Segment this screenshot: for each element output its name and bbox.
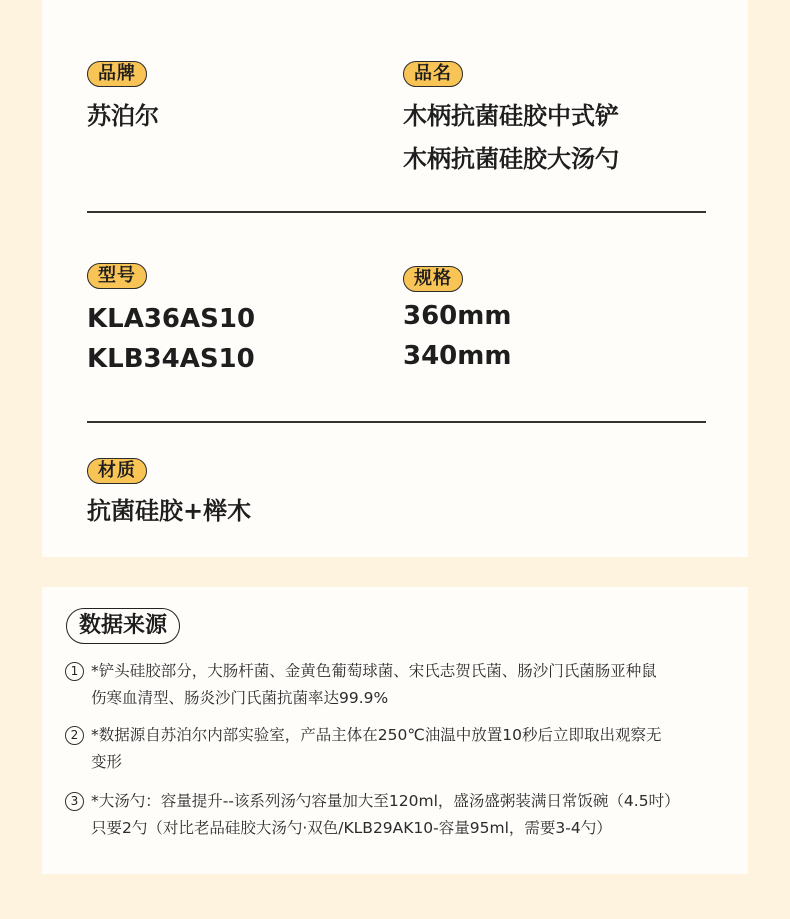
brand-field	[87, 61, 159, 138]
material-value: 抗菌硅胶+榉木	[87, 497, 252, 525]
note-item	[65, 722, 735, 776]
model-field	[87, 263, 255, 379]
note-number: 1	[65, 662, 84, 681]
note-number: 3	[65, 792, 84, 811]
material-label: 材质	[87, 458, 147, 484]
product-name-field	[403, 61, 619, 181]
brand-label: 品牌	[87, 61, 147, 87]
product-name-line: 木柄抗菌硅胶中式铲	[403, 102, 619, 130]
note-text: *大汤勺：容量提升--该系列汤勺容量加大至120ml，盛汤盛粥装满日常饭碗（4.5吋） 只要2勺（对比老品硅胶大汤勺·双色/KLB29AK10-容量95ml，需要3-4勺）	[91, 792, 680, 837]
divider	[87, 421, 706, 423]
size-line: 360mm	[403, 301, 512, 331]
product-name-line: 木柄抗菌硅胶大汤勺	[403, 145, 619, 173]
model-line: KLA36AS10	[87, 304, 256, 334]
notes-card	[42, 587, 748, 874]
note-text: *数据源自苏泊尔内部实验室，产品主体在250℃油温中放置10秒后立即取出观察无 变形	[91, 726, 662, 771]
material-field	[87, 458, 251, 533]
size-value	[403, 296, 511, 376]
note-number: 2	[65, 726, 84, 745]
product-name-value	[403, 95, 619, 181]
model-value	[87, 299, 255, 379]
notes-title: 数据来源	[66, 608, 180, 644]
divider	[87, 211, 706, 213]
brand-value: 苏泊尔	[87, 102, 159, 130]
size-line: 340mm	[403, 341, 512, 371]
model-label: 型号	[87, 263, 147, 289]
size-field	[403, 266, 511, 376]
note-text: *铲头硅胶部分，大肠杆菌、金黄色葡萄球菌、宋氏志贺氏菌、肠沙门氏菌肠亚种鼠 伤寒血清型、肠炎沙门氏菌抗菌率达99.9%	[91, 662, 657, 707]
product-name-label: 品名	[403, 61, 463, 87]
note-item	[65, 658, 735, 712]
note-item	[65, 788, 735, 842]
model-line: KLB34AS10	[87, 344, 255, 374]
size-label: 规格	[403, 266, 463, 292]
spec-card	[42, 0, 748, 557]
